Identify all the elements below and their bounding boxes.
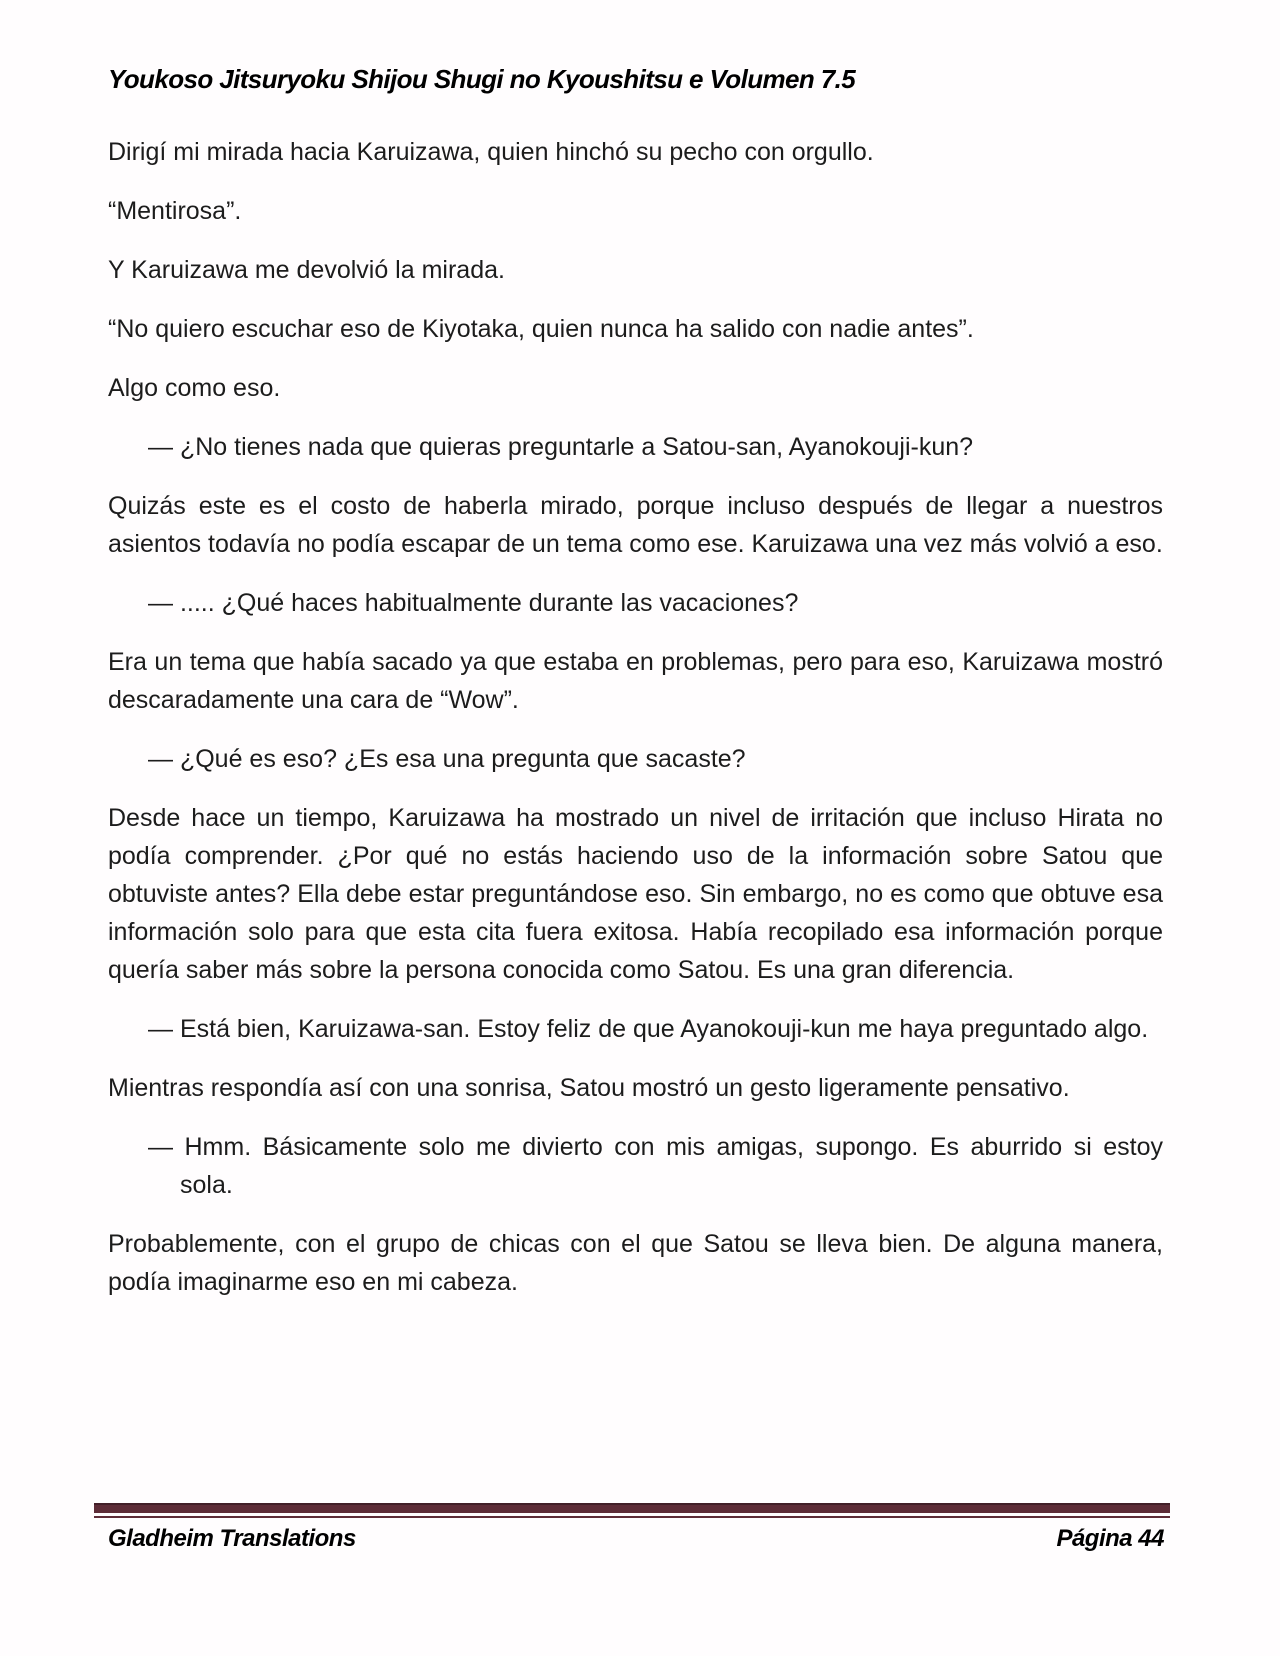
footer-divider-thin-bar <box>94 1516 1170 1518</box>
narration-paragraph: Era un tema que había sacado ya que estaba en problemas, pero para eso, Karuizawa mostró descaradamente una cara de “Wow”. <box>108 648 1163 714</box>
narration-paragraph: Dirigí mi mirada hacia Karuizawa, quien hinchó su pecho con orgullo. <box>108 138 874 166</box>
footer-divider-thick-bar <box>94 1503 1170 1513</box>
dialogue-paragraph: — Está bien, Karuizawa-san. Estoy feliz de que Ayanokouji-kun me haya preguntado algo. <box>148 1015 1149 1043</box>
dialogue-paragraph: — ..... ¿Qué haces habitualmente durante las vacaciones? <box>148 589 799 617</box>
page-number: Página 44 <box>1056 1525 1164 1552</box>
dialogue-paragraph: — ¿Qué es eso? ¿Es esa una pregunta que sacaste? <box>148 745 746 773</box>
translator-credit: Gladheim Translations <box>108 1525 356 1552</box>
footer-divider <box>94 1503 1170 1518</box>
narration-paragraph: Y Karuizawa me devolvió la mirada. <box>108 256 505 284</box>
footer-text-row <box>94 1525 1170 1553</box>
page-header <box>0 0 1280 95</box>
narration-paragraph: “Mentirosa”. <box>108 197 242 225</box>
narration-paragraph: Mientras respondía así con una sonrisa, Satou mostró un gesto ligeramente pensativo. <box>108 1074 1070 1102</box>
narration-paragraph: Algo como eso. <box>108 374 281 402</box>
dialogue-paragraph: — ¿No tienes nada que quieras preguntarle a Satou-san, Ayanokouji-kun? <box>148 433 974 461</box>
page-footer <box>94 1503 1170 1553</box>
narration-paragraph: Probablemente, con el grupo de chicas con el que Satou se lleva bien. De alguna manera, podía imaginarme eso en mi cabeza. <box>108 1230 1163 1296</box>
narration-paragraph: Desde hace un tiempo, Karuizawa ha mostrado un nivel de irritación que incluso Hirata no podía comprender. ¿Por qué no estás haciendo uso de la información sobre Satou que obtuviste antes? Ella debe estar preguntándose eso. Sin embargo, no es como que obtuve esa información solo para que esta cita fuera exitosa. Había recopilado esa información porque quería saber más sobre la persona conocida como Satou. Es una gran diferencia. <box>108 804 1163 984</box>
volume-title: Youkoso Jitsuryoku Shijou Shugi no Kyoushitsu e Volumen 7.5 <box>108 64 856 94</box>
dialogue-paragraph: — Hmm. Básicamente solo me divierto con mis amigas, supongo. Es aburrido si estoy sola. <box>148 1133 1163 1199</box>
narration-paragraph: Quizás este es el costo de haberla mirado, porque incluso después de llegar a nuestros asientos todavía no podía escapar de un tema como ese. Karuizawa una vez más volvió a eso. <box>108 492 1163 558</box>
page-body <box>108 133 1163 1301</box>
narration-paragraph: “No quiero escuchar eso de Kiyotaka, quien nunca ha salido con nadie antes”. <box>108 315 974 343</box>
